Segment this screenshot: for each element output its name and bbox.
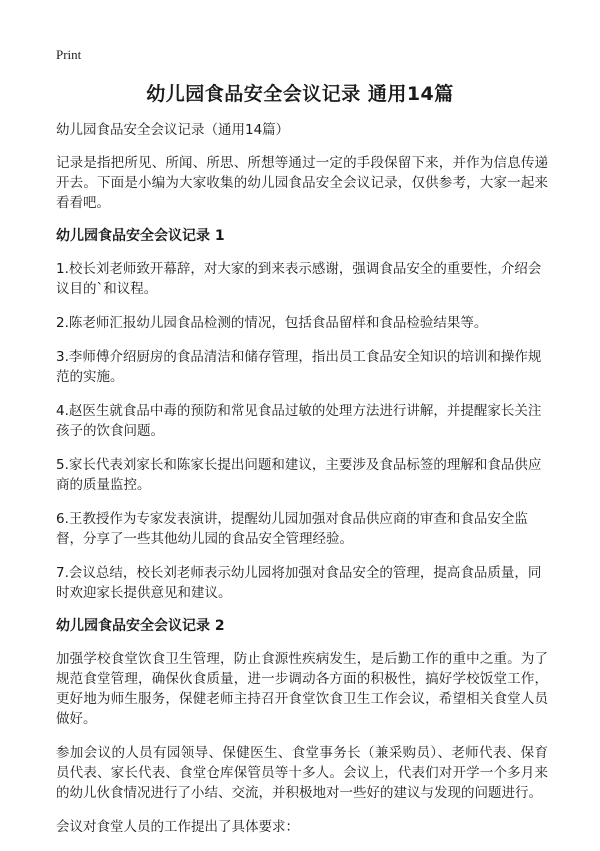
section-1-item: 1.校长刘老师致开幕辞，对大家的到来表示感谢，强调食品安全的重要性，介绍会议目的`和议程。 xyxy=(56,261,542,297)
page-title: 幼儿园食品安全会议记录 通用14篇 xyxy=(146,83,454,105)
section-2-heading: 幼儿园食品安全会议记录 2 xyxy=(56,618,225,634)
section-1-item: 5.家长代表刘家长和陈家长提出问题和建议，主要涉及食品标签的理解和食品供应商的质量监控。 xyxy=(56,457,542,493)
section-2-paragraph: 会议对食堂人员的工作提出了具体要求： xyxy=(56,819,299,835)
section-1-item: 2.陈老师汇报幼儿园食品检测的情况，包括食品留样和食品检验结果等。 xyxy=(56,315,488,331)
print-link[interactable]: Print xyxy=(56,47,82,62)
section-1-item: 7.会议总结，校长刘老师表示幼儿园将加强对食品安全的管理，提高食品质量，同时欢迎家长提供意见和建议。 xyxy=(56,565,542,601)
section-1-item: 3.李师傅介绍厨房的食品清洁和储存管理，指出员工食品安全知识的培训和操作规范的实施。 xyxy=(56,349,542,385)
document-body xyxy=(56,121,548,851)
document-subtitle: 幼儿园食品安全会议记录（通用14篇） xyxy=(56,122,290,138)
intro-paragraph: 记录是指把所见、所闻、所思、所想等通过一定的手段保留下来，并作为信息传递开去。下面是小编为大家收集的幼儿园食品安全会议记录，仅供参考，大家一起来看看吧。 xyxy=(56,155,548,211)
section-1-item: 6.王教授作为专家发表演讲，提醒幼儿园加强对食品供应商的审查和食品安全监督，分享了一些其他幼儿园的食品安全管理经验。 xyxy=(56,511,528,547)
section-1-item: 4.赵医生就食品中毒的预防和常见食品过敏的处理方法进行讲解，并提醒家长关注孩子的饮食问题。 xyxy=(56,403,542,439)
section-2-paragraph: 加强学校食堂饮食卫生管理，防止食源性疾病发生，是后勤工作的重中之重。为了规范食堂管理，确保伙食质量，进一步调动各方面的积极性，搞好学校饭堂工作，更好地为师生服务，保健老师主持召开食堂饮食卫生工作会议，希望相关食堂人员做好。 xyxy=(56,651,548,727)
section-2-paragraph: 参加会议的人员有园领导、保健医生、食堂事务长（兼采购员）、老师代表、保育员代表、家长代表、食堂仓库保管员等十多人。会议上，代表们对开学一个多月来的幼儿伙食情况进行了小结、交流，并积极地对一些好的建议与发现的问题进行。 xyxy=(56,745,548,801)
section-1-heading: 幼儿园食品安全会议记录 1 xyxy=(56,228,225,244)
